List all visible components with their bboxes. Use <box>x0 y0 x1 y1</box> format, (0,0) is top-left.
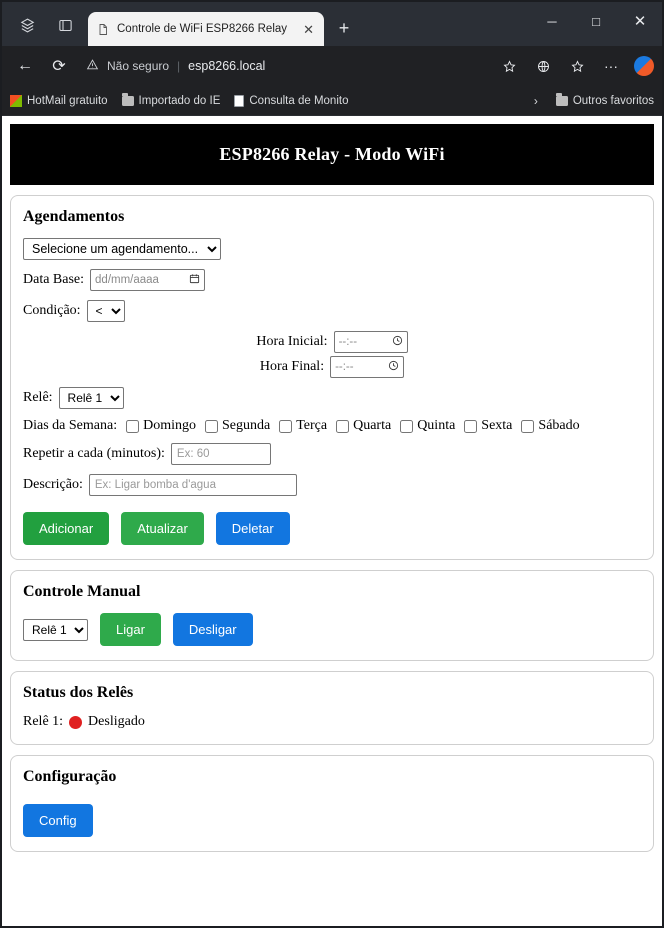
status-indicator-icon <box>69 716 82 729</box>
bookmark-importado-ie[interactable] <box>122 95 221 107</box>
start-time-row <box>256 331 407 353</box>
condition-row <box>23 300 641 322</box>
schedule-actions <box>23 512 641 545</box>
page-icon <box>234 95 244 107</box>
browser-essentials-icon[interactable] <box>528 51 558 81</box>
repeat-label: Repetir a cada (minutos): <box>23 446 165 461</box>
tab-strip <box>2 2 662 46</box>
config-button[interactable]: Config <box>23 804 93 837</box>
weekday-sabado[interactable] <box>521 418 579 434</box>
weekday-checkbox[interactable] <box>521 420 534 433</box>
weekday-label: Sábado <box>538 418 580 433</box>
date-label: Data Base: <box>23 272 85 287</box>
address-bar[interactable] <box>78 52 490 80</box>
description-input[interactable] <box>89 474 297 496</box>
favorites-star-icon[interactable] <box>494 51 524 81</box>
weekday-label: Terça <box>296 418 328 433</box>
bookmark-hotmail[interactable] <box>10 95 108 107</box>
close-icon[interactable]: ✕ <box>303 21 314 37</box>
page-viewport <box>2 116 662 926</box>
workspaces-icon[interactable] <box>8 8 46 42</box>
weekday-segunda[interactable] <box>205 418 270 434</box>
hotmail-icon <box>10 95 22 107</box>
security-status: Não seguro <box>107 59 170 73</box>
description-label: Descrição: <box>23 477 83 492</box>
weekday-label: Quinta <box>417 418 456 433</box>
configuration-heading: Configuração <box>23 768 117 785</box>
tab-actions-icon[interactable] <box>46 8 84 42</box>
weekdays-label: Dias da Semana: <box>23 418 118 433</box>
date-row <box>23 269 641 291</box>
relay-select[interactable] <box>59 387 124 409</box>
weekday-checkbox[interactable] <box>126 420 139 433</box>
schedules-heading: Agendamentos <box>23 208 125 225</box>
bookmark-label: Importado do IE <box>138 94 221 107</box>
delete-button[interactable]: Deletar <box>216 512 290 545</box>
time-rows <box>23 331 641 378</box>
browser-tab[interactable] <box>88 12 324 46</box>
folder-icon <box>122 96 134 106</box>
weekday-label: Sexta <box>481 418 513 433</box>
weekday-sexta[interactable] <box>464 418 512 434</box>
weekday-checkbox[interactable] <box>400 420 413 433</box>
folder-icon <box>556 96 568 106</box>
condition-select[interactable] <box>87 300 125 322</box>
weekday-quarta[interactable] <box>336 418 391 434</box>
collections-icon[interactable] <box>562 51 592 81</box>
bookmark-label: HotMail gratuito <box>27 94 108 107</box>
relay-status-heading: Status dos Relês <box>23 684 134 701</box>
add-button[interactable]: Adicionar <box>23 512 109 545</box>
weekday-label: Domingo <box>143 418 196 433</box>
bookmark-consulta-monito[interactable] <box>234 95 348 107</box>
start-time-placeholder: --:-- <box>338 336 358 348</box>
profile-avatar[interactable] <box>634 56 654 76</box>
weekday-checkbox[interactable] <box>336 420 349 433</box>
relay-status-card <box>10 671 654 745</box>
end-time-input[interactable] <box>330 356 404 378</box>
window-controls <box>530 2 662 40</box>
date-input[interactable] <box>90 269 205 291</box>
schedules-card <box>10 195 654 560</box>
page-title: ESP8266 Relay - Modo WiFi <box>10 124 654 185</box>
reload-icon[interactable]: ⟳ <box>52 58 66 75</box>
weekday-label: Segunda <box>221 418 271 433</box>
start-time-label: Hora Inicial: <box>256 334 328 349</box>
schedule-select[interactable] <box>23 238 221 260</box>
weekday-quinta[interactable] <box>400 418 455 434</box>
end-time-label: Hora Final: <box>259 359 325 374</box>
url-text: esp8266.local <box>188 59 266 73</box>
minimize-button[interactable]: ─ <box>547 13 557 29</box>
status-badge: Desligado <box>88 714 145 729</box>
window-close-button[interactable]: ✕ <box>633 13 647 30</box>
weekday-label: Quarta <box>353 418 392 433</box>
weekdays-row <box>23 418 641 434</box>
back-icon[interactable]: ← <box>17 57 33 74</box>
update-button[interactable]: Atualizar <box>121 512 204 545</box>
description-row <box>23 474 641 496</box>
new-tab-button[interactable]: + <box>338 17 350 38</box>
end-time-row <box>260 356 404 378</box>
weekday-terca[interactable] <box>279 418 327 434</box>
start-time-input[interactable] <box>334 331 408 353</box>
manual-control-card <box>10 570 654 661</box>
page-icon <box>96 22 110 36</box>
date-placeholder: dd/mm/aaaa <box>95 274 159 286</box>
relay-status-row <box>23 714 641 730</box>
relay-label: Relê: <box>23 390 53 405</box>
tab-title: Controle de WiFi ESP8266 Relay <box>117 23 288 35</box>
bookmarks-overflow-icon[interactable]: › <box>533 93 538 108</box>
weekday-checkbox[interactable] <box>464 420 477 433</box>
bookmark-label: Consulta de Monito <box>249 94 349 107</box>
manual-control-heading: Controle Manual <box>23 583 141 600</box>
maximize-button[interactable]: □ <box>592 13 600 29</box>
repeat-placeholder: Ex: 60 <box>176 448 210 460</box>
clock-icon[interactable] <box>388 360 399 374</box>
configuration-card <box>10 755 654 852</box>
calendar-icon[interactable] <box>189 273 200 287</box>
relay-status-label: Relê 1: <box>23 714 64 729</box>
repeat-row <box>23 443 641 465</box>
weekday-checkbox[interactable] <box>205 420 218 433</box>
end-time-placeholder: --:-- <box>335 361 354 373</box>
turn-on-button[interactable]: Ligar <box>100 613 161 646</box>
manual-row <box>23 613 641 646</box>
web-page <box>2 116 662 860</box>
other-favorites-label: Outros favoritos <box>572 94 654 107</box>
schedule-select-row <box>23 238 641 260</box>
weekday-checkbox[interactable] <box>279 420 292 433</box>
more-options-icon[interactable]: ··· <box>604 58 618 74</box>
weekday-domingo[interactable] <box>126 418 196 434</box>
omnibox-separator: | <box>177 59 181 73</box>
description-placeholder: Ex: Ligar bomba d'agua <box>94 479 216 491</box>
warning-triangle-icon <box>86 58 99 74</box>
repeat-input[interactable] <box>171 443 271 465</box>
bookmarks-bar <box>2 86 662 116</box>
other-favorites[interactable] <box>556 95 654 107</box>
relay-row <box>23 387 641 409</box>
clock-icon[interactable] <box>392 335 403 349</box>
browser-toolbar <box>2 46 662 86</box>
manual-relay-select[interactable] <box>23 619 88 641</box>
condition-label: Condição: <box>23 303 81 318</box>
turn-off-button[interactable]: Desligar <box>173 613 253 646</box>
